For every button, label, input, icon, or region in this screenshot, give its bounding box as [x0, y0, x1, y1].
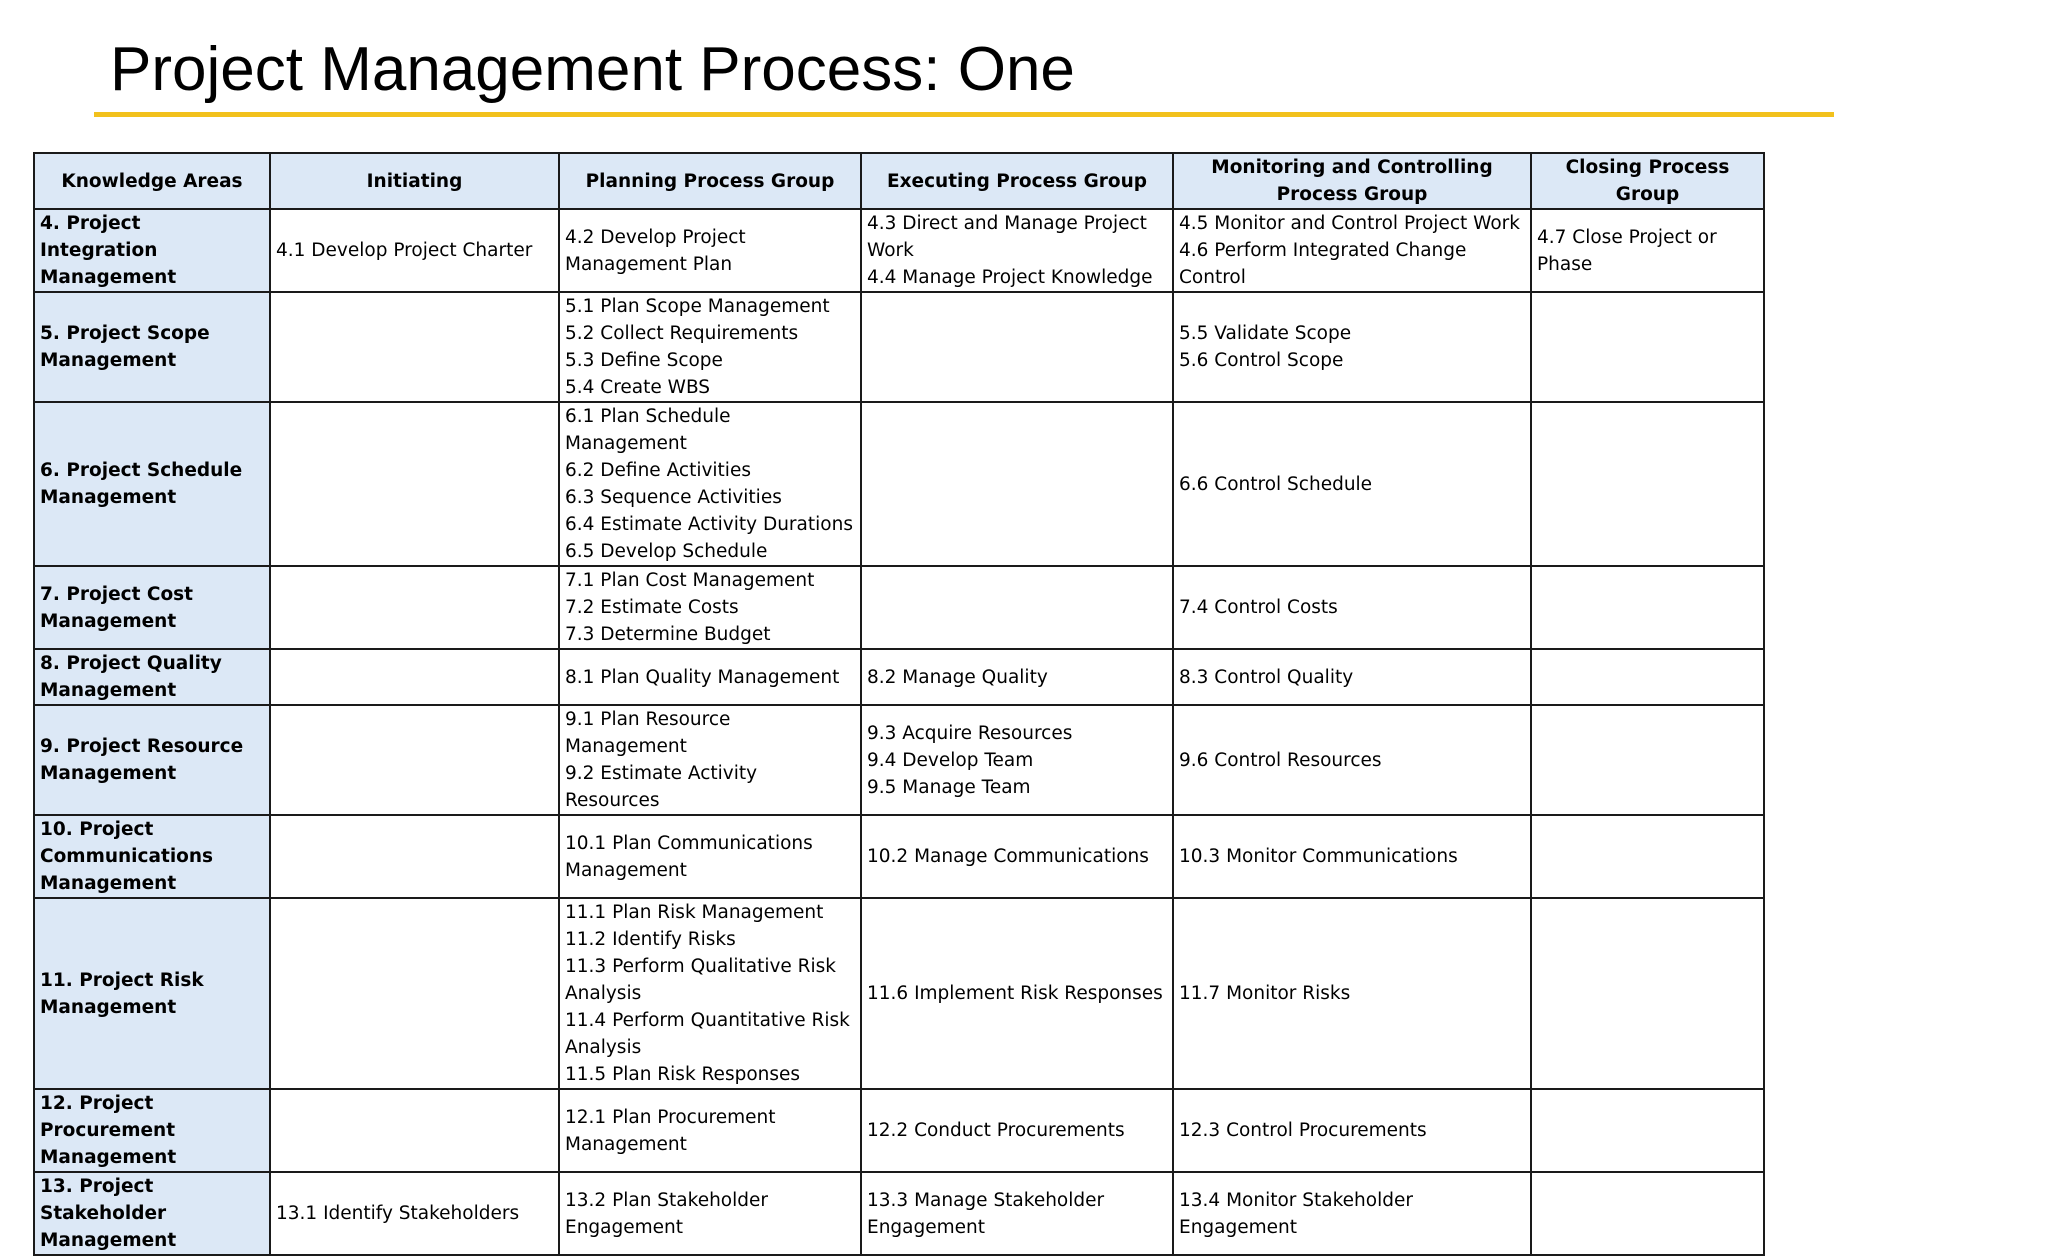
monitoring-controlling-cell	[1173, 209, 1531, 292]
header-monitoring-controlling: Monitoring and Controlling Process Group	[1173, 153, 1531, 209]
knowledge-area-cell: 12. Project Procurement Management	[34, 1089, 270, 1172]
process-item: 6.5 Develop Schedule	[565, 541, 768, 562]
executing-cell	[861, 292, 1173, 402]
executing-cell	[861, 1172, 1173, 1255]
header-knowledge-areas: Knowledge Areas	[34, 153, 270, 209]
header-row	[34, 153, 1764, 209]
executing-cell	[861, 898, 1173, 1089]
process-item: 6.4 Estimate Activity Durations	[565, 514, 853, 535]
process-item: 9.3 Acquire Resources	[867, 722, 1073, 744]
process-item: 4.2 Develop Project Management Plan	[565, 226, 746, 275]
slide-title: Project Management Process: One	[110, 35, 1075, 104]
table-body	[34, 209, 1764, 1255]
table-row	[34, 649, 1764, 705]
process-item: 9.2 Estimate Activity Resources	[565, 763, 758, 811]
initiating-cell	[270, 898, 559, 1089]
closing-cell	[1531, 1172, 1764, 1255]
knowledge-area-cell: 4. Project Integration Management	[34, 209, 270, 292]
monitoring-controlling-cell	[1173, 292, 1531, 402]
initiating-cell	[270, 402, 559, 566]
monitoring-controlling-cell	[1173, 566, 1531, 649]
header-closing: Closing Process Group	[1531, 153, 1764, 209]
process-item: 4.5 Monitor and Control Project Work	[1179, 213, 1520, 234]
knowledge-area-cell: 9. Project Resource Management	[34, 705, 270, 815]
table-row	[34, 209, 1764, 292]
executing-cell	[861, 1089, 1173, 1172]
initiating-cell	[270, 649, 559, 705]
process-item: 11.3 Perform Qualitative Risk Analysis	[565, 956, 837, 1004]
planning-cell	[559, 815, 861, 898]
monitoring-controlling-cell	[1173, 1089, 1531, 1172]
knowledge-area-cell: 7. Project Cost Management	[34, 566, 270, 649]
process-item: 13.3 Manage Stakeholder Engagement	[867, 1189, 1105, 1238]
planning-cell	[559, 292, 861, 402]
process-item: 7.1 Plan Cost Management	[565, 570, 815, 591]
closing-cell	[1531, 898, 1764, 1089]
executing-cell	[861, 566, 1173, 649]
initiating-cell	[270, 1172, 559, 1255]
process-item: 9.4 Develop Team	[867, 749, 1034, 771]
table-row	[34, 815, 1764, 898]
table-row	[34, 292, 1764, 402]
process-item: 7.4 Control Costs	[1179, 597, 1338, 618]
process-item: 9.1 Plan Resource Management	[565, 709, 731, 757]
table-row	[34, 402, 1764, 566]
planning-cell	[559, 1172, 861, 1255]
process-item: 11.1 Plan Risk Management	[565, 902, 824, 923]
executing-cell	[861, 649, 1173, 705]
process-item: 5.2 Collect Requirements	[565, 323, 799, 344]
closing-cell	[1531, 705, 1764, 815]
monitoring-controlling-cell	[1173, 898, 1531, 1089]
process-item: 10.1 Plan Communications Management	[565, 832, 813, 881]
closing-cell	[1531, 649, 1764, 705]
planning-cell	[559, 705, 861, 815]
process-item: 9.6 Control Resources	[1179, 749, 1382, 771]
title-underline	[94, 112, 1834, 117]
process-item: 12.2 Conduct Procurements	[867, 1120, 1125, 1141]
process-item: 4.1 Develop Project Charter	[276, 240, 533, 261]
process-item: 5.3 Define Scope	[565, 350, 723, 371]
knowledge-area-cell: 13. Project Stakeholder Management	[34, 1172, 270, 1255]
process-item: 12.3 Control Procurements	[1179, 1120, 1427, 1141]
closing-cell	[1531, 1089, 1764, 1172]
table-row	[34, 705, 1764, 815]
process-item: 13.2 Plan Stakeholder Engagement	[565, 1189, 768, 1238]
monitoring-controlling-cell	[1173, 402, 1531, 566]
process-item: 11.5 Plan Risk Responses	[565, 1064, 801, 1085]
initiating-cell	[270, 566, 559, 649]
header-planning: Planning Process Group	[559, 153, 861, 209]
process-item: 5.4 Create WBS	[565, 377, 711, 398]
process-item: 13.4 Monitor Stakeholder Engagement	[1179, 1189, 1413, 1238]
process-item: 6.3 Sequence Activities	[565, 487, 782, 508]
monitoring-controlling-cell	[1173, 815, 1531, 898]
monitoring-controlling-cell	[1173, 649, 1531, 705]
process-item: 12.1 Plan Procurement Management	[565, 1106, 776, 1155]
process-item: 5.1 Plan Scope Management	[565, 296, 830, 317]
planning-cell	[559, 649, 861, 705]
table-row	[34, 566, 1764, 649]
process-item: 5.5 Validate Scope	[1179, 323, 1352, 344]
knowledge-area-cell: 8. Project Quality Management	[34, 649, 270, 705]
planning-cell	[559, 1089, 861, 1172]
header-initiating: Initiating	[270, 153, 559, 209]
process-item: 5.6 Control Scope	[1179, 350, 1344, 371]
initiating-cell	[270, 1089, 559, 1172]
process-item: 11.7 Monitor Risks	[1179, 983, 1351, 1004]
table-row	[34, 1089, 1764, 1172]
executing-cell	[861, 815, 1173, 898]
knowledge-area-cell: 6. Project Schedule Management	[34, 402, 270, 566]
process-item: 11.6 Implement Risk Responses	[867, 983, 1163, 1004]
process-item: 6.6 Control Schedule	[1179, 473, 1373, 495]
process-item: 8.2 Manage Quality	[867, 666, 1048, 688]
process-item: 7.3 Determine Budget	[565, 624, 771, 645]
process-item: 6.2 Define Activities	[565, 460, 751, 481]
table-row	[34, 898, 1764, 1089]
process-item: 8.3 Control Quality	[1179, 666, 1354, 688]
closing-cell	[1531, 566, 1764, 649]
planning-cell	[559, 402, 861, 566]
planning-cell	[559, 566, 861, 649]
process-item: 4.4 Manage Project Knowledge	[867, 267, 1153, 288]
process-table	[33, 152, 1765, 1256]
process-item: 4.6 Perform Integrated Change Control	[1179, 240, 1467, 288]
initiating-cell	[270, 292, 559, 402]
knowledge-area-cell: 11. Project Risk Management	[34, 898, 270, 1089]
monitoring-controlling-cell	[1173, 705, 1531, 815]
process-item: 10.2 Manage Communications	[867, 846, 1149, 867]
initiating-cell	[270, 209, 559, 292]
monitoring-controlling-cell	[1173, 1172, 1531, 1255]
executing-cell	[861, 705, 1173, 815]
process-item: 8.1 Plan Quality Management	[565, 666, 840, 688]
process-item: 7.2 Estimate Costs	[565, 597, 739, 618]
executing-cell	[861, 209, 1173, 292]
table-row	[34, 1172, 1764, 1255]
process-item: 10.3 Monitor Communications	[1179, 846, 1458, 867]
initiating-cell	[270, 705, 559, 815]
closing-cell	[1531, 815, 1764, 898]
initiating-cell	[270, 815, 559, 898]
process-item: 9.5 Manage Team	[867, 776, 1031, 798]
planning-cell	[559, 898, 861, 1089]
process-item: 6.1 Plan Schedule Management	[565, 406, 731, 454]
process-item: 13.1 Identify Stakeholders	[276, 1203, 520, 1224]
closing-cell	[1531, 209, 1764, 292]
process-item: 11.2 Identify Risks	[565, 929, 736, 950]
planning-cell	[559, 209, 861, 292]
process-item: 11.4 Perform Quantitative Risk Analysis	[565, 1010, 850, 1058]
process-item: 4.7 Close Project or Phase	[1537, 226, 1717, 275]
header-executing: Executing Process Group	[861, 153, 1173, 209]
closing-cell	[1531, 402, 1764, 566]
process-item: 4.3 Direct and Manage Project Work	[867, 213, 1147, 261]
closing-cell	[1531, 292, 1764, 402]
executing-cell	[861, 402, 1173, 566]
knowledge-area-cell: 10. Project Communications Management	[34, 815, 270, 898]
knowledge-area-cell: 5. Project Scope Management	[34, 292, 270, 402]
